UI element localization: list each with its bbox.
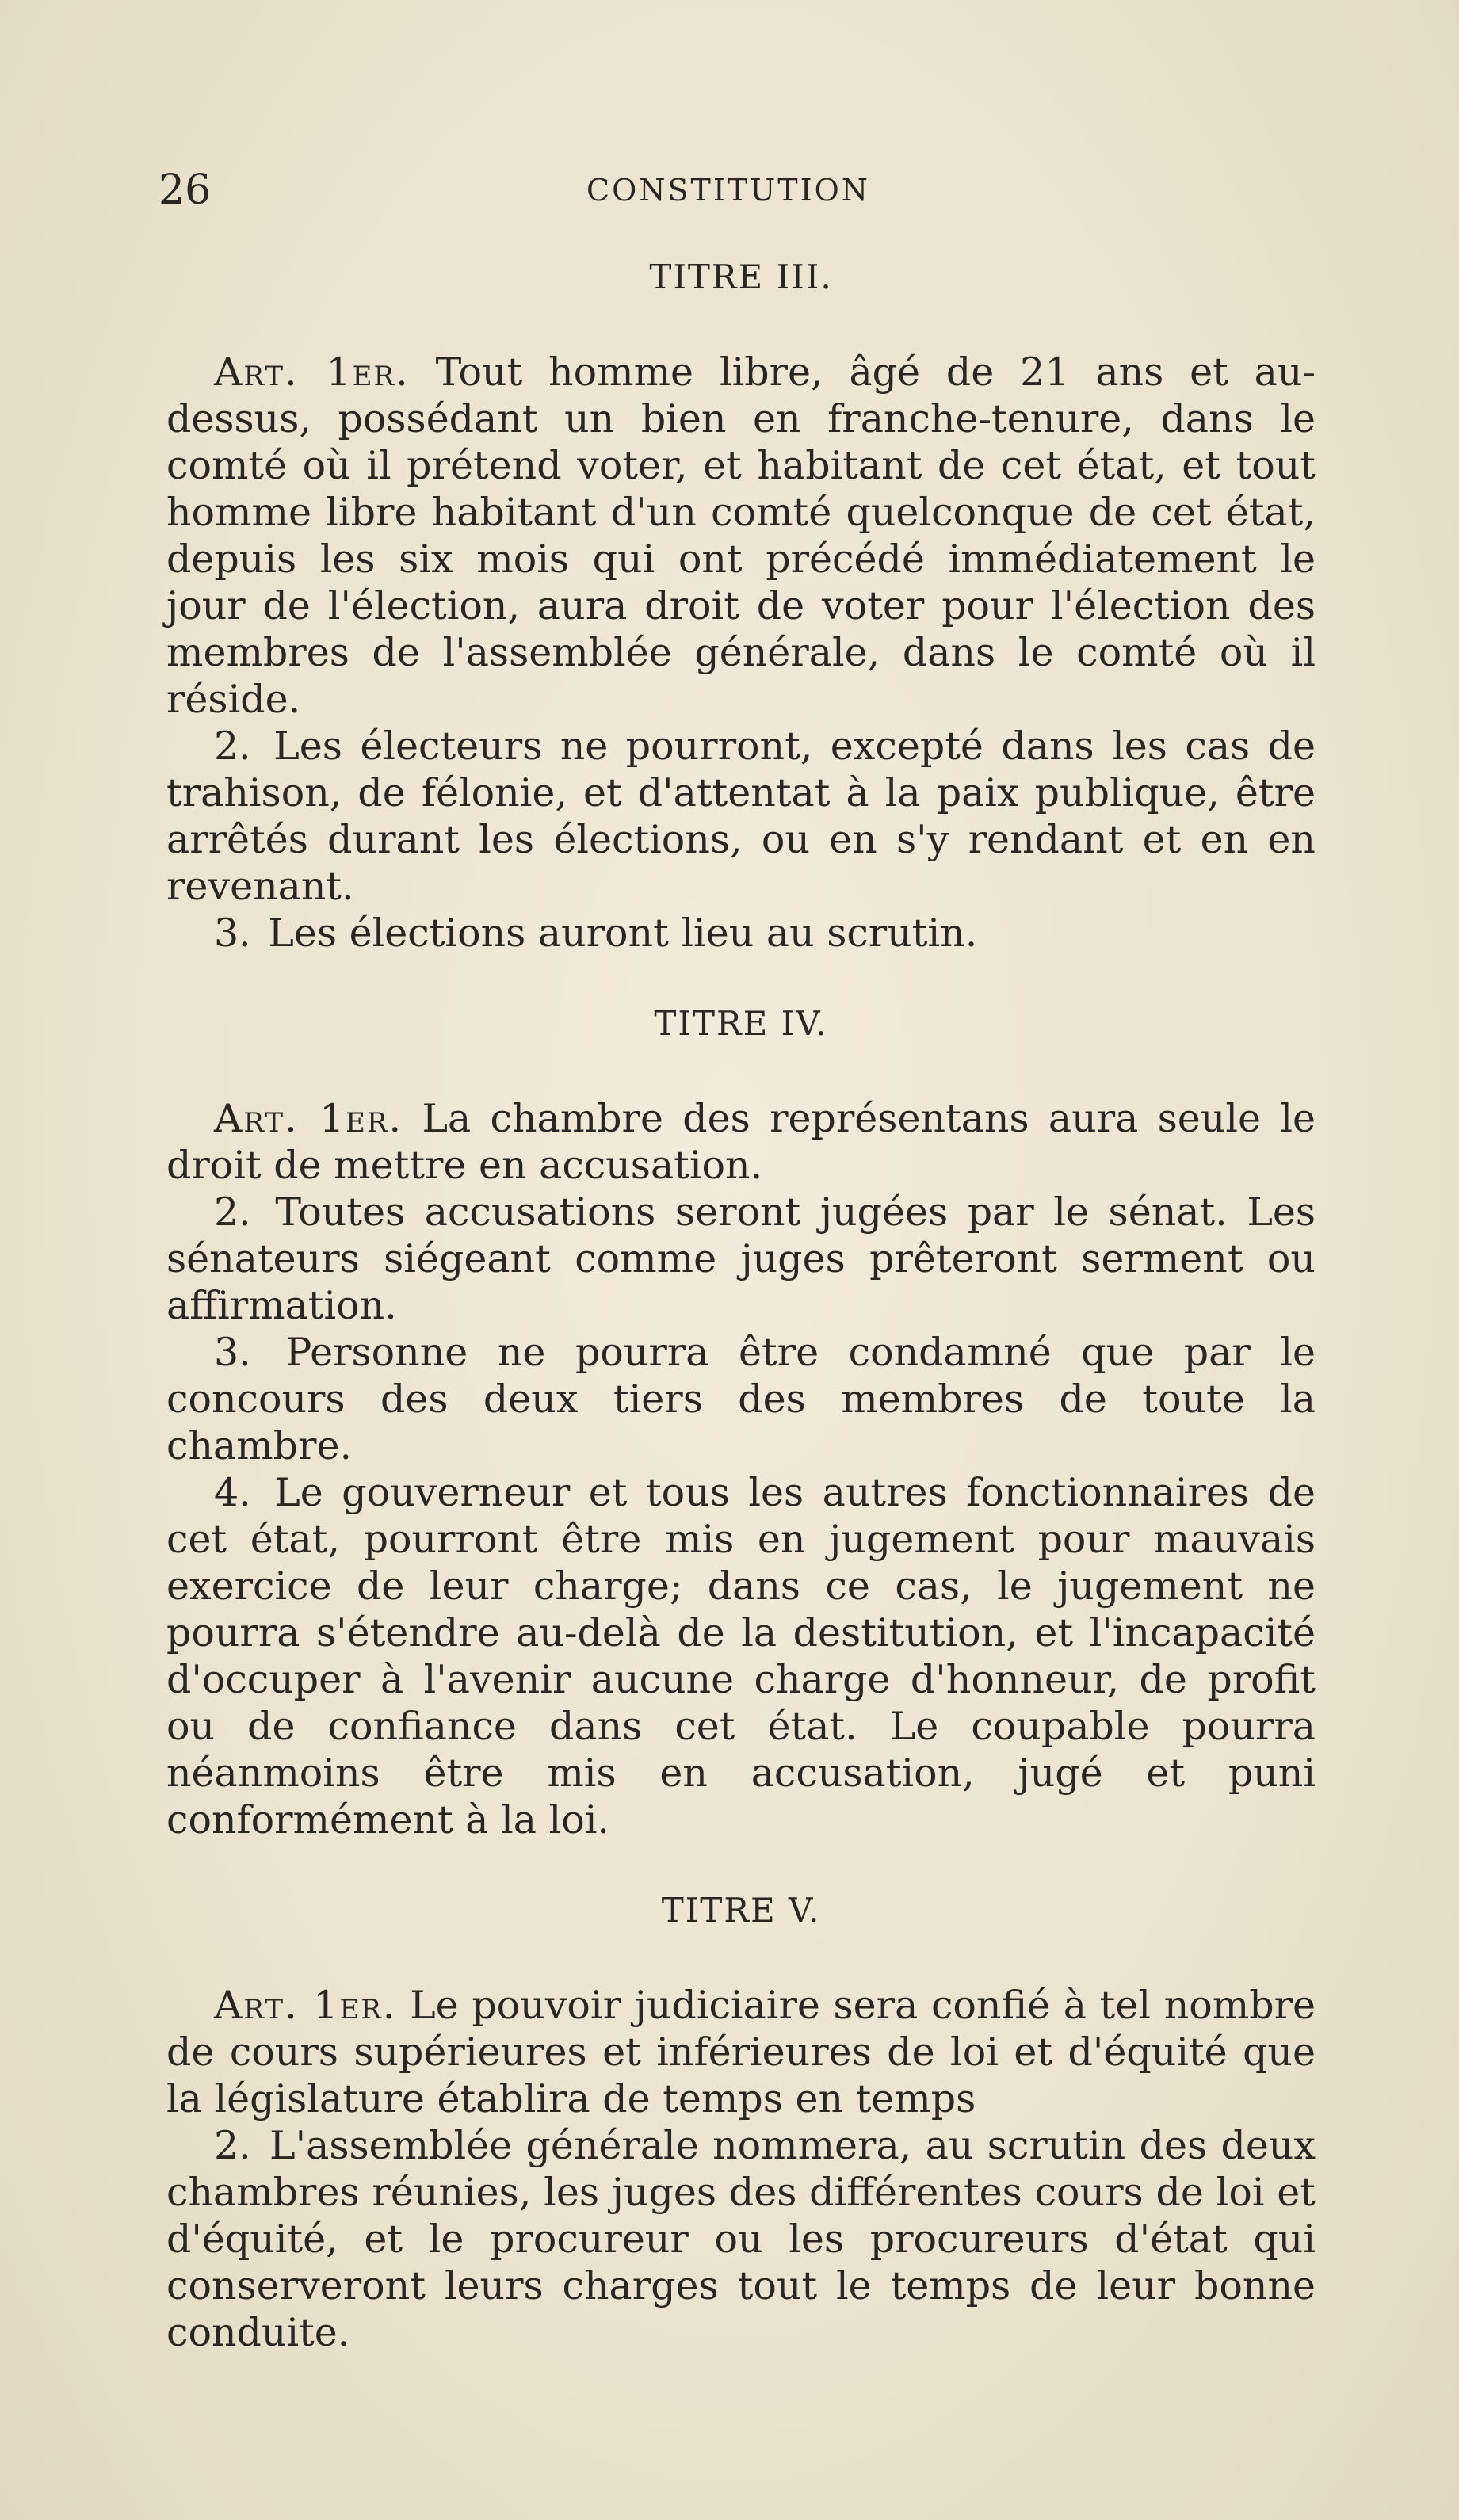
section-titre-v <box>166 1887 1316 2356</box>
article <box>166 349 1316 723</box>
article-number: Art. 1er. <box>214 1096 403 1141</box>
article-number: 2. <box>214 724 251 769</box>
article-text: Les électeurs ne pourront, excepté dans les cas de trahison, de félonie, et d'attentat à la paix publique, être arrêtés durant les élections, ou en s'y rendant et en en revenant. <box>166 724 1316 909</box>
running-head: CONSTITUTION <box>586 173 870 208</box>
article-text: Toutes accusations seront jugées par le sénat. Les sénateurs siégeant comme juges prêteront serment ou affirmation. <box>166 1189 1316 1328</box>
article-number: Art. 1er. <box>214 349 410 395</box>
article-number: 2. <box>214 2123 251 2168</box>
article <box>166 1095 1316 1189</box>
article-text: Les élections auront lieu au scrutin. <box>268 911 978 956</box>
section-title: TITRE V. <box>661 1891 821 1930</box>
article <box>166 723 1316 910</box>
article-text: Le pouvoir judiciaire sera confié à tel nombre de cours supérieures et inférieures de loi et d'équité que la législature établira de temps en temps <box>166 1983 1316 2121</box>
section-title: TITRE III. <box>649 258 833 296</box>
article-number: 3. <box>214 1330 251 1375</box>
article-text: L'assemblée générale nommera, au scrutin des deux chambres réunies, les juges des différentes cours de loi et d'équité, et le procureur ou les procureurs d'état qui conserveront leurs charges tout le temps de leur bonne conduite. <box>166 2123 1316 2355</box>
section-titre-iv <box>166 1000 1316 1843</box>
article <box>166 910 1316 956</box>
page-number: 26 <box>159 166 212 214</box>
article-text: La chambre des représentans aura seule le droit de mettre en accusation. <box>166 1096 1316 1188</box>
article-number: Art. 1er. <box>214 1983 397 2028</box>
page-header <box>159 162 1316 218</box>
section-title: TITRE IV. <box>654 1004 828 1043</box>
article-text: Personne ne pourra être condamné que par le concours des deux tiers des membres de toute la chambre. <box>166 1330 1316 1468</box>
article <box>166 1469 1316 1843</box>
article-number: 3. <box>214 911 251 956</box>
article <box>166 1982 1316 2122</box>
article <box>166 2122 1316 2356</box>
section-titre-iii <box>166 254 1316 956</box>
article <box>166 1189 1316 1329</box>
article-number: 2. <box>214 1189 251 1235</box>
article-text: Le gouverneur et tous les autres fonctionnaires de cet état, pourront être mis en jugement pour mauvais exercice de leur charge; dans ce cas, le jugement ne pourra s'étendre au-delà de la destitution, et l'incapacité d'occuper à l'avenir aucune charge d'honneur, de profit ou de confiance dans cet état. Le coupable pourra néanmoins être mis en accusation, jugé et puni conformément à la loi. <box>166 1470 1316 1842</box>
article-text: Tout homme libre, âgé de 21 ans et au-dessus, possédant un bien en franche-tenure, dans le comté où il prétend voter, et habitant de cet état, et tout homme libre habitant d'un comté quelconque de cet état, depuis les six mois qui ont précédé immédiatement le jour de l'élection, aura droit de voter pour l'élection des membres de l'assemblée générale, dans le comté où il réside. <box>166 349 1316 722</box>
article-number: 4. <box>214 1470 251 1515</box>
article <box>166 1329 1316 1469</box>
body-text <box>166 254 1316 2400</box>
